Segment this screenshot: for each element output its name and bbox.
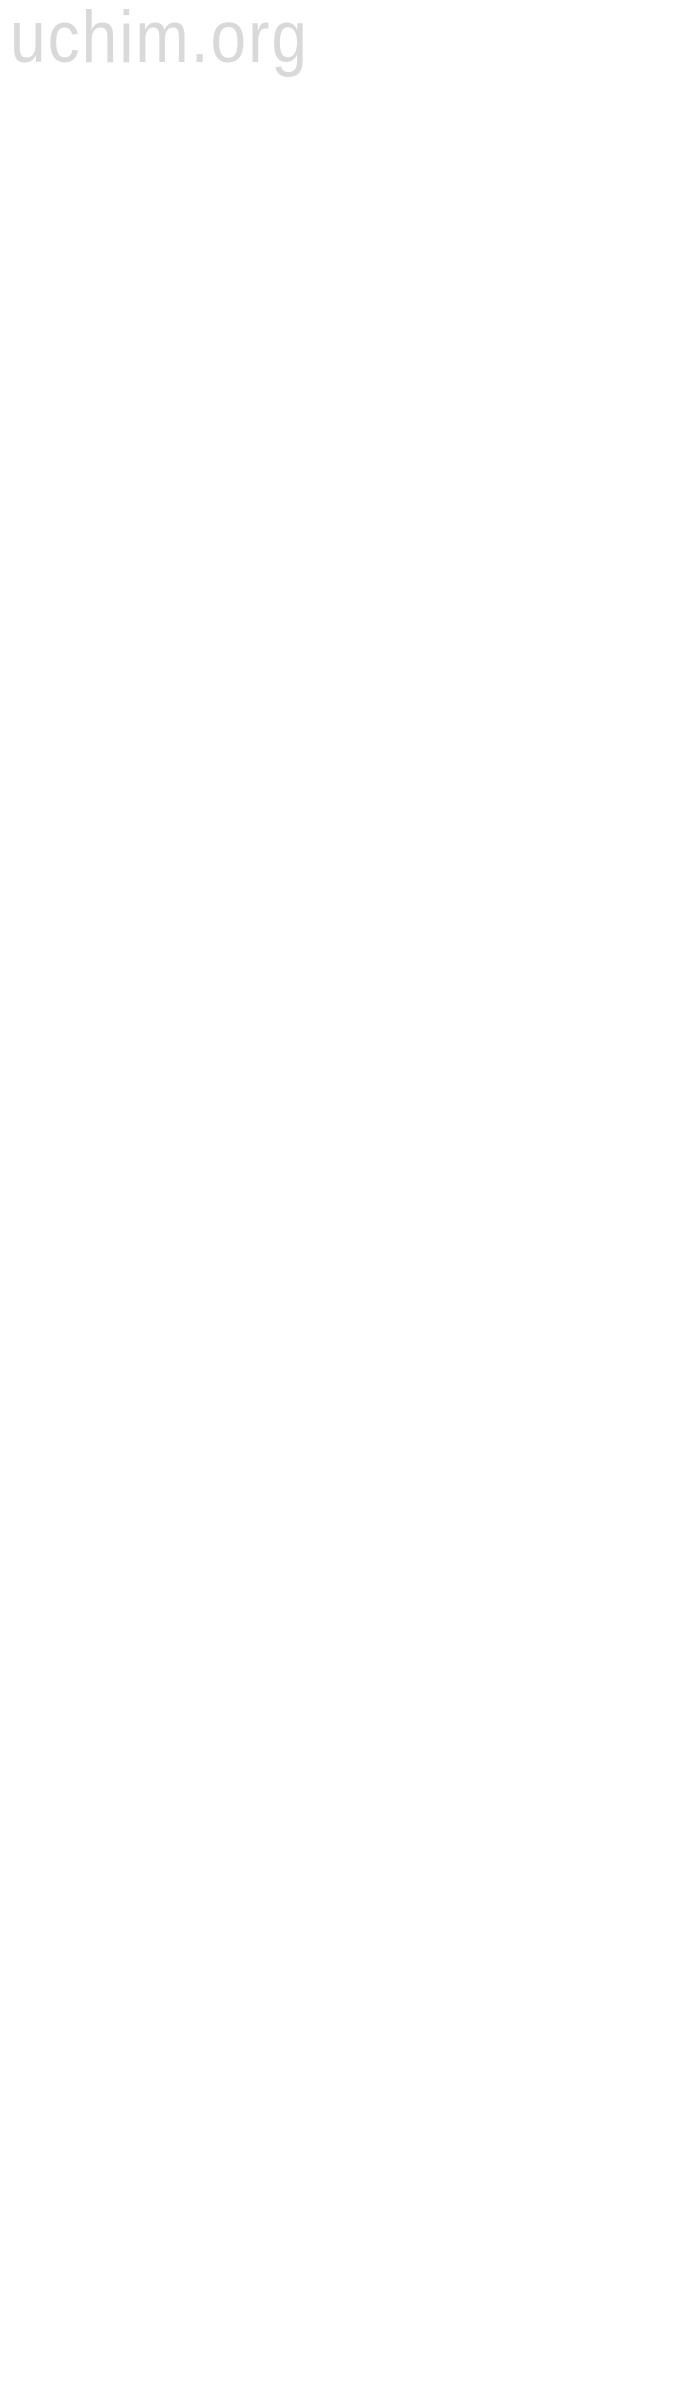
watermark: uchim.org (10, 0, 309, 78)
